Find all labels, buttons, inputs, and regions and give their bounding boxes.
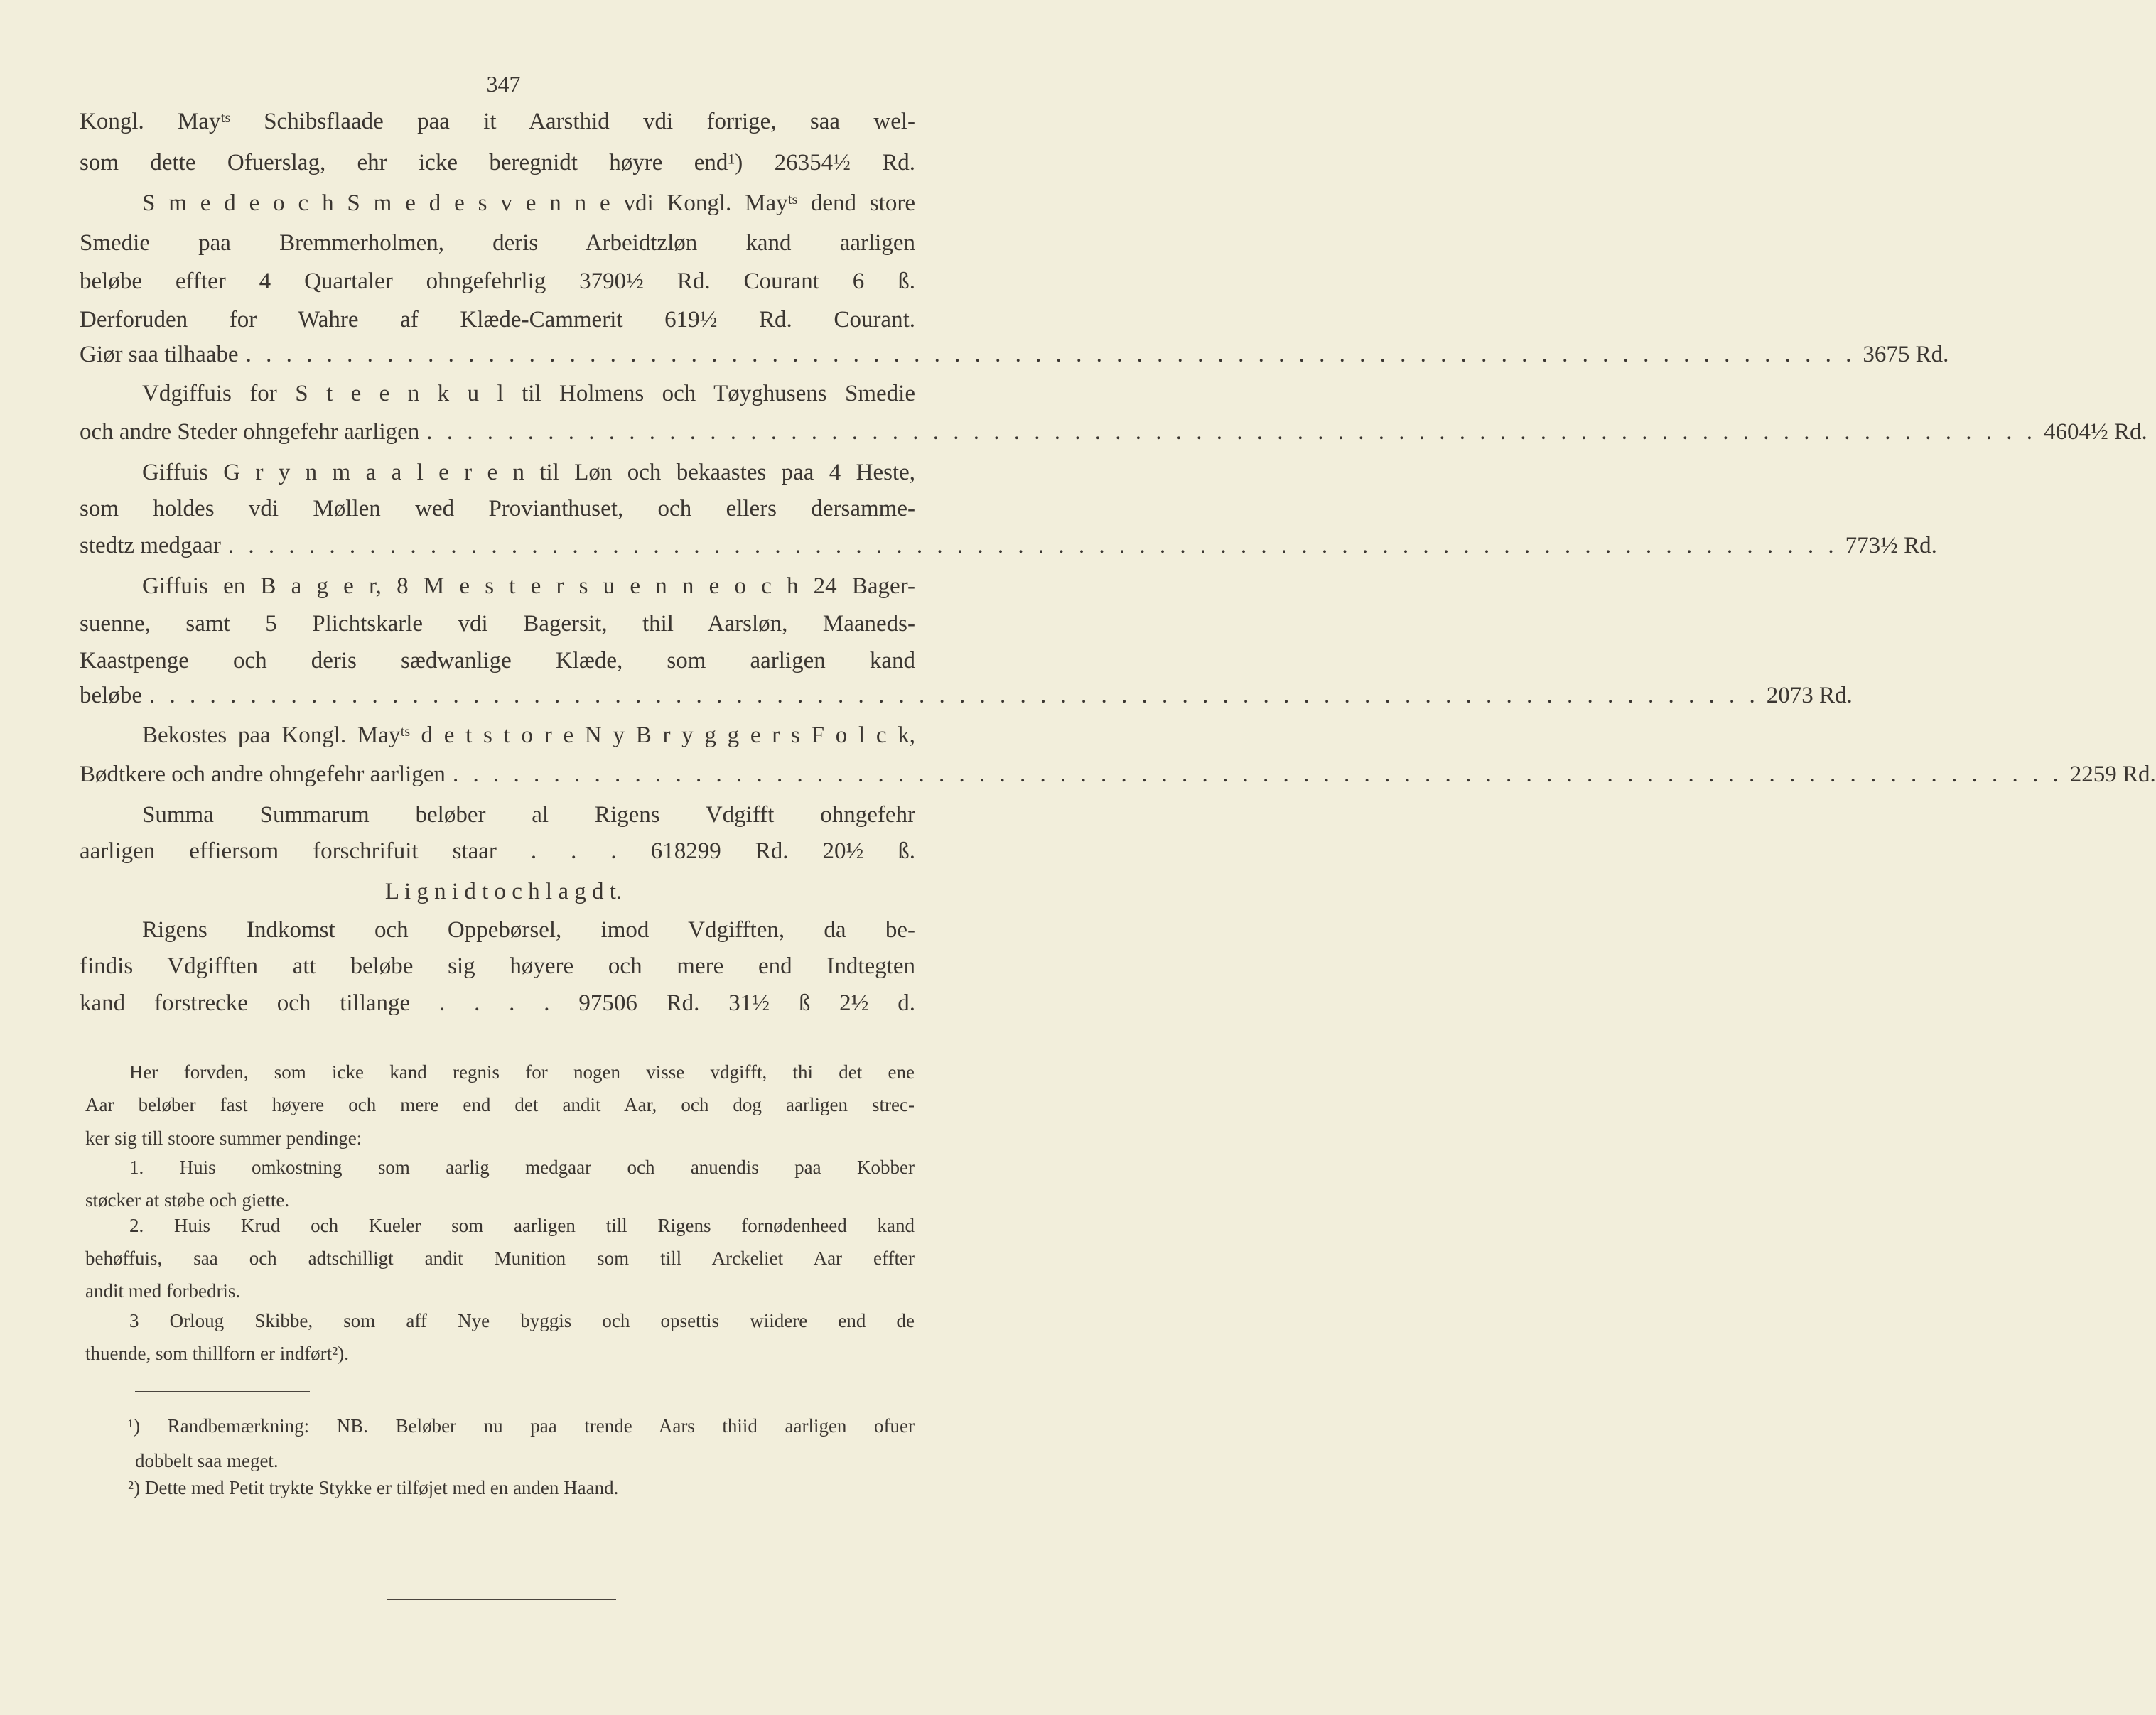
text-line: aarligen effiersom forschrifuit staar . . . 618299 Rd. 20½ ß.: [80, 838, 915, 865]
leader-line: [80, 416, 2147, 448]
dot-leader: . . . . . . . . . . . . . . . . . . . . . . . . . . . . . . . . . . . . . . . . . . . . . . . . . . . . . . . . . . . . . . . . . . . . . . . . . . . . . . . .: [245, 341, 1856, 367]
text-line: støcker at støbe och giette.: [85, 1189, 290, 1211]
text-line: Derforuden for Wahre af Klæde-Cammerit 619½ Rd. Courant.: [80, 306, 915, 332]
text-line: 2. Huis Krud och Kueler som aarligen till Rigens fornødenheed kand: [129, 1214, 915, 1236]
page-number: 347: [486, 71, 521, 97]
text-line: suenne, samt 5 Plichtskarle vdi Bagersit, thil Aarsløn, Maaneds-: [80, 610, 915, 637]
entry-amount: 2073 Rd.: [1766, 683, 1853, 709]
text-line: kand forstrecke och tillange . . . . 97506 Rd. 31½ ß 2½ d.: [80, 990, 915, 1017]
text-line: som holdes vdi Møllen wed Provianthuset, och ellers dersamme-: [80, 496, 915, 522]
bottom-rule: [387, 1599, 616, 1600]
text-line: Aar beløber fast høyere och mere end det andit Aar, och dog aarligen strec-: [85, 1094, 915, 1116]
leader-line: [80, 530, 1937, 561]
text-line: findis Vdgifften att beløbe sig høyere och mere end Indtegten: [80, 953, 915, 979]
entry-amount: 3675 Rd.: [1863, 341, 1949, 367]
text-line: Rigens Indkomst och Oppebørsel, imod Vdgifften, da be-: [142, 917, 915, 943]
text-line: som dette Ofuerslag, ehr icke beregnidt høyre end¹) 26354½ Rd.: [80, 150, 915, 176]
entry-amount: 2259 Rd.: [2069, 762, 2156, 788]
text-line: dobbelt saa meget.: [135, 1449, 279, 1471]
dot-leader: . . . . . . . . . . . . . . . . . . . . . . . . . . . . . . . . . . . . . . . . . . . . . . . . . . . . . . . . . . . . . . . . . . . . . . . . . . . . . . . .: [452, 762, 2063, 788]
entry-label: och andre Steder ohngefehr aarligen: [80, 419, 420, 445]
entry-amount: 773½ Rd.: [1845, 533, 1937, 559]
text-line: Giffuis G r y n m a a l e r e n til Løn och bekaastes paa 4 Heste,: [142, 460, 915, 486]
entry-amount: 4604½ Rd.: [2044, 419, 2147, 445]
text-line: 3 Orloug Skibbe, som aff Nye byggis och opsettis wiidere end de: [129, 1309, 915, 1331]
entry-label: Giør saa tilhaabe: [80, 341, 239, 367]
text-line: Her forvden, som icke kand regnis for nogen visse vdgifft, thi det ene: [129, 1061, 915, 1083]
dot-leader: . . . . . . . . . . . . . . . . . . . . . . . . . . . . . . . . . . . . . . . . . . . . . . . . . . . . . . . . . . . . . . . . . . . . . . . . . . . . . . . .: [426, 419, 2037, 445]
leader-line: [80, 759, 2156, 790]
entry-label: Bødtkere och andre ohngefehr aarligen: [80, 762, 446, 788]
text-line: ker sig till stoore summer pendinge:: [85, 1127, 362, 1149]
footnote-rule: [135, 1391, 310, 1392]
text-line: Summa Summarum beløber al Rigens Vdgifft ohngefehr: [142, 802, 915, 828]
text-line: behøffuis, saa och adtschilligt andit Munition som till Arckeliet Aar effter: [85, 1248, 915, 1269]
text-line: 1. Huis omkostning som aarlig medgaar och anuendis paa Kobber: [129, 1157, 915, 1179]
text-line: S m e d e o c h S m e d e s v e n n e vdi Kongl. Mayᵗˢ dend store: [142, 190, 915, 217]
text-line: Kaastpenge och deris sædwanlige Klæde, som aarligen kand: [80, 648, 915, 674]
dot-leader: . . . . . . . . . . . . . . . . . . . . . . . . . . . . . . . . . . . . . . . . . . . . . . . . . . . . . . . . . . . . . . . . . . . . . . . . . . . . . . . .: [227, 533, 1838, 559]
text-line: Vdgiffuis for S t e e n k u l til Holmens och Tøyghusens Smedie: [142, 381, 915, 407]
text-line: Bekostes paa Kongl. Mayᵗˢ d e t s t o r e N y B r y g g e r s F o l c k,: [142, 722, 915, 748]
section-heading: L i g n i d t o c h l a g d t.: [384, 879, 622, 905]
text-line: beløbe effter 4 Quartaler ohngefehrlig 3790½ Rd. Courant 6 ß.: [80, 268, 915, 294]
text-line: Giffuis en B a g e r, 8 M e s t e r s u e n n e o c h 24 Bager-: [142, 573, 915, 600]
text-line: andit med forbedris.: [85, 1280, 241, 1302]
text-line: ¹) Randbemærkning: NB. Beløber nu paa trende Aars thiid aarligen ofuer: [128, 1414, 915, 1437]
entry-label: beløbe: [80, 683, 142, 709]
leader-line: [80, 339, 1949, 370]
text-line: Smedie paa Bremmerholmen, deris Arbeidtzløn kand aarligen: [80, 229, 915, 256]
leader-line: [80, 680, 1853, 711]
text-line: ²) Dette med Petit trykte Stykke er tilføjet med en anden Haand.: [128, 1477, 619, 1499]
text-line: Kongl. Mayᵗˢ Schibsflaade paa it Aarsthid vdi forrige, saa wel-: [80, 108, 915, 134]
text-line: thuende, som thillforn er indført²).: [85, 1342, 350, 1364]
dot-leader: . . . . . . . . . . . . . . . . . . . . . . . . . . . . . . . . . . . . . . . . . . . . . . . . . . . . . . . . . . . . . . . . . . . . . . . . . . . . . . . .: [149, 683, 1759, 709]
entry-label: stedtz medgaar: [80, 533, 221, 559]
